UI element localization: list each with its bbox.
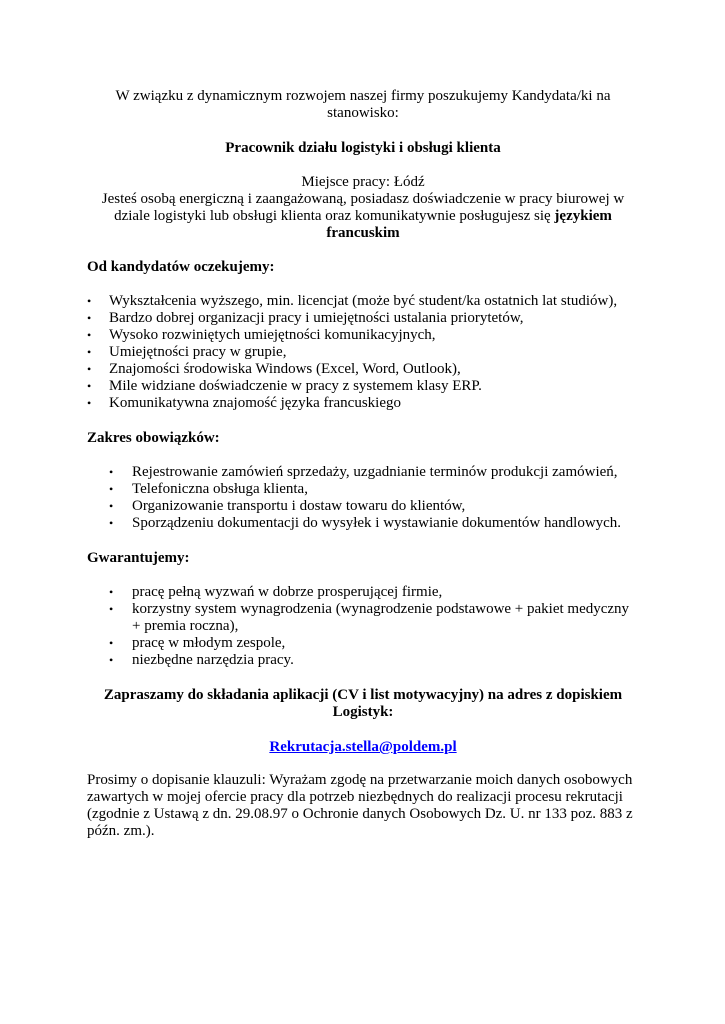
- list-item: [87, 293, 639, 310]
- list-item: [87, 344, 639, 361]
- intro-text: W związku z dynamicznym rozwojem naszej firmy poszukujemy Kandydata/ki na stanowisko:: [115, 88, 611, 121]
- requirements-list: [87, 293, 639, 412]
- list-item-text: Znajomości środowiska Windows (Excel, Word, Outlook),: [109, 361, 461, 377]
- duties-list: [87, 464, 639, 532]
- list-item-text: Wysoko rozwiniętych umiejętności komunikacyjnych,: [109, 327, 436, 343]
- list-item: [87, 310, 639, 327]
- list-item: [87, 327, 639, 344]
- list-item: [87, 601, 639, 635]
- bullet-icon: •: [87, 294, 92, 308]
- list-item-text: niezbędne narzędzia pracy.: [132, 652, 294, 668]
- list-item-text: Komunikatywna znajomość języka francuskiego: [109, 395, 401, 411]
- list-item-text: Rejestrowanie zamówień sprzedaży, uzgadnianie terminów produkcji zamówień,: [132, 464, 618, 480]
- location-text: Miejsce pracy: Łódź: [301, 174, 425, 190]
- list-item: [87, 378, 639, 395]
- bullet-icon: •: [87, 311, 92, 325]
- list-item: [87, 361, 639, 378]
- email-link[interactable]: Rekrutacja.stella@poldem.pl: [269, 739, 457, 755]
- bullet-icon: •: [87, 345, 92, 359]
- bullet-icon: •: [87, 362, 92, 376]
- list-item: [87, 635, 639, 652]
- list-item-text: Sporządzeniu dokumentacji do wysyłek i wystawianie dokumentów handlowych.: [132, 515, 622, 531]
- list-item: [87, 464, 639, 481]
- list-item-text: Mile widziane doświadczenie w pracy z systemem klasy ERP.: [109, 378, 482, 394]
- apply-text: Zapraszamy do składania aplikacji (CV i list motywacyjny) na adres z dopiskiem Logistyk:: [103, 687, 623, 720]
- list-item-text: Organizowanie transportu i dostaw towaru do klientów,: [132, 498, 466, 514]
- bullet-icon: •: [87, 396, 92, 410]
- job-title: Pracownik działu logistyki i obsługi klienta: [225, 140, 501, 156]
- list-item: [87, 584, 639, 601]
- list-item-text: pracę w młodym zespole,: [132, 635, 286, 651]
- list-item-text: pracę pełną wyzwań w dobrze prosperującej firmie,: [132, 584, 443, 600]
- list-item: [87, 498, 639, 515]
- list-item: [87, 515, 639, 532]
- profile-emphasis: językiem francuskim: [326, 208, 612, 241]
- offer-heading: Gwarantujemy:: [87, 550, 190, 566]
- list-item-text: Telefoniczna obsługa klienta,: [132, 481, 308, 497]
- offer-list: [87, 584, 639, 669]
- list-item: [87, 395, 639, 412]
- list-item-text: Umiejętności pracy w grupie,: [109, 344, 287, 360]
- bullet-icon: •: [109, 465, 114, 479]
- bullet-icon: •: [109, 585, 114, 599]
- bullet-icon: •: [109, 653, 114, 667]
- bullet-icon: •: [109, 602, 114, 616]
- bullet-icon: •: [87, 379, 92, 393]
- email-line: [87, 739, 639, 756]
- bullet-icon: •: [87, 328, 92, 342]
- profile-paragraph: [87, 191, 639, 242]
- list-item: [87, 481, 639, 498]
- bullet-icon: •: [109, 516, 114, 530]
- profile-text: Jesteś osobą energiczną i zaangażowaną, posiadasz doświadczenie w pracy biurowej w dziale logistyki lub obsługi klienta oraz komunikatywnie posługujesz się: [101, 191, 625, 224]
- duties-heading: Zakres obowiązków:: [87, 430, 220, 446]
- list-item-text: korzystny system wynagrodzenia (wynagrodzenie podstawowe + pakiet medyczny + premia roczna),: [132, 601, 630, 634]
- list-item: [87, 652, 639, 669]
- bullet-icon: •: [109, 482, 114, 496]
- consent-clause: Prosimy o dopisanie klauzuli: Wyrażam zgodę na przetwarzanie moich danych osobowych zawartych w mojej ofercie pracy dla potrzeb niezbędnych do realizacji procesu rekrutacji (zgodnie z Ustawą z dn. 29.08.97 o Ochronie danych Osobowych Dz. U. nr 133 poz. 883 z późn. zm.).: [87, 772, 633, 839]
- requirements-heading: Od kandydatów oczekujemy:: [87, 259, 275, 275]
- list-item-text: Bardzo dobrej organizacji pracy i umiejętności ustalania priorytetów,: [109, 310, 524, 326]
- document-body: [87, 88, 639, 840]
- bullet-icon: •: [109, 636, 114, 650]
- bullet-icon: •: [109, 499, 114, 513]
- list-item-text: Wykształcenia wyższego, min. licencjat (może być student/ka ostatnich lat studiów),: [109, 293, 618, 309]
